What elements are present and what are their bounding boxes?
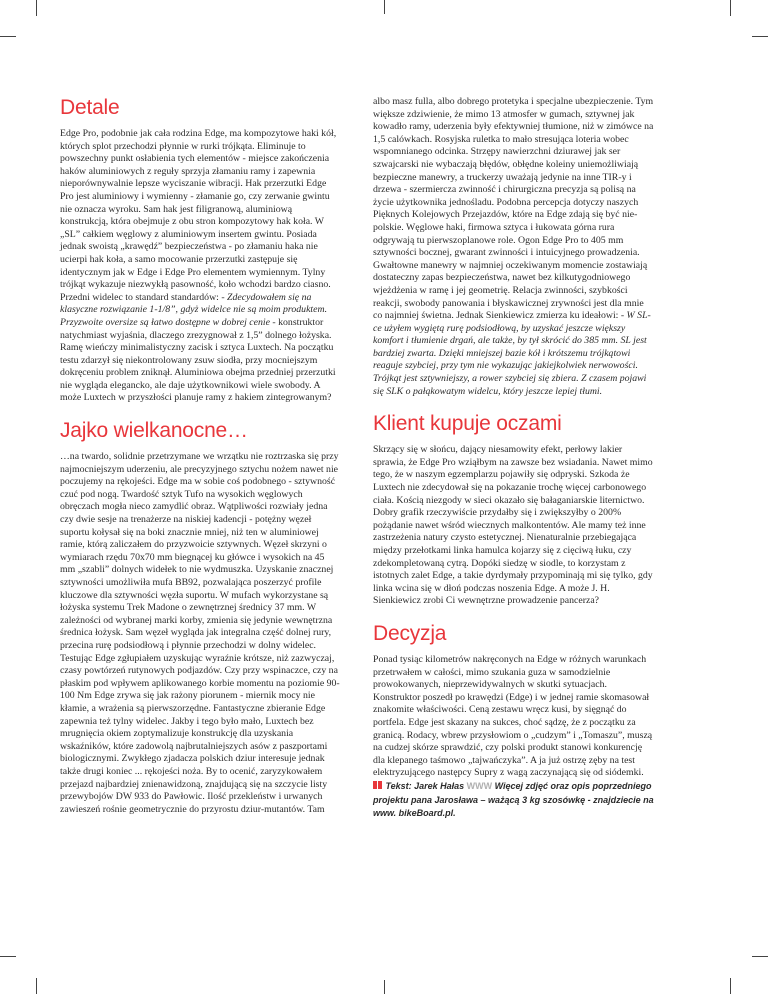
sienkiewicz-quote: - W SL-ce użyłem wygiętą rurę podsiodłową, by uzyskać jeszcze większy komfort i tłumienie drgań, ale także, by tył skrócić do 385 mm. SL jest bardziej zwarta. Dzięki mniejszej bazie kół i krótszemu trójkątowi reaguje szybciej, przy tym nie wykazując jakiejkolwiek nerwowości. Trójkąt jest sztywniejszy, a rower szybciej się zbiera. Z czasem pojawi się SLK o pałąkowatym widelcu, który jeszcze lepiej tłumi. — [373, 310, 651, 397]
continuation-text: albo masz fulla, albo dobrego protetyka i specjalne ubezpieczenie. Tym większe zdziwienie, że mimo 13 atmosfer w gumach, sztywnej jak kowadło ramy, uderzenia były efektywniej tłumione, niż w zimówce na 1,5 calówkach. Rosyjska ruletka to mało stresująca loteria wobec wspomnianego odcinka. Strzępy nawierzchni dziurawej jak ser szwajcarski nie wybaczają błędów, obłędne koleiny uniemożliwiają bezpieczne manewry, a truckerzy uważają jedynie na inne TIR-y i drzewa - szermiercza zwinność i chirurgiczna precyzja są polisą na życie użytkownika jednośladu. Podobna percepcja dotyczy naszych Pięknych Kolejowych Przejazdów, które na Edge zdają się być nie-polskie. Węglowe haki, firmowa sztyca i łukowata górna rura odgrywają tu pierwszoplanowe role. Ogon Edge Pro to 405 mm sztywności bocznej, gwarant zwinności i intuicyjnego prowadzenia. Gwałtowne manewry w najmniej oczekiwanym momencie zostawiają dostateczny zapas bezpieczeństwa, nawet bez kilkutygodniowego wjeżdżenia w ramę i jej geometrię. Relacja zwinności, szybkości reakcji, swobody panowania i błyskawicznej zrywności jest dla mnie co najmniej świetna. Jednak Sienkiewicz zmierza ku ideałowi: — [373, 96, 654, 322]
section-text-detale — [60, 128, 342, 405]
crop-mark-top-center — [384, 0, 385, 14]
crop-mark-top-left-2 — [0, 36, 16, 37]
section-text-continuation — [373, 96, 655, 398]
crop-mark-top-right — [730, 0, 731, 16]
crop-mark-bottom-left — [36, 978, 37, 994]
detale-quote: - Zdecydowałem się na klasyczne rozwiązanie 1-1/8”, gdyż widelce nie są moim produktem. Przyzwoite oversize są łatwo dostępne w dobrej cenie — [60, 291, 328, 328]
section-title-jajko: Jajko wielkanocne… — [60, 419, 248, 443]
crop-mark-bottom-right — [730, 978, 731, 994]
crop-mark-bottom-right-2 — [752, 956, 768, 957]
crop-mark-top-left — [36, 0, 37, 16]
crop-mark-bottom-left-2 — [0, 956, 16, 957]
more-info-note: Więcej zdjęć oraz opis poprzedniego projektu pana Jarosława – ważącą 3 kg szosówkę - znajdziecie na www. bikeBoard.pl. — [373, 780, 654, 819]
right-column — [373, 96, 655, 821]
www-label: WWW — [466, 780, 493, 791]
section-text-klient: Skrzący się w słońcu, dający niesamowity efekt, perłowy lakier sprawia, że Edge Pro wziąłbym na zawsze bez wsiadania. Nawet mimo tego, że w naszym egzemplarzu pojawiły się odpryski. Szkoda że Luxtech nie zdecydował się na pokazanie trochę więcej carbonowego ciała. Kością niezgody w sieci okazało się bałaganiarskie liternictwo. Dobry grafik rzeczywiście przydałby się i zwiększyłby o 200% pożądanie nawet wśród wiecznych malkontentów. Ale mamy też inne zastrzeżenia natury czysto estetycznej. Nienaturalnie przebiegająca między przełotkami linka hamulca kojarzy się z cięciwą łuku, czy zdekompletowaną cytrą. Dopóki siedzę w siodle, to korzystam z istotnych zalet Edge, a takie dyrdymały przypominają mi się tylko, gdy linka wcina się w dłoń podczas noszenia Edge. A może J. H. Sienkiewicz zrobi Ci wewnętrzne prowadzenie pancerza? — [373, 444, 653, 607]
section-text-jajko: …na twardo, solidnie przetrzymane we wrzątku nie roztrzaska się przy najmocniejszym uderzeniu, ale precyzyjnego sztychu nożem nawet nie poczujemy na rękojeści. Edge ma w sobie coś podobnego - sztywność czuć pod nogą. Twardość sztyk Tufo na wysokich węglowych obręczach mogła nieco zamydlić obraz. Wątpliwości rozwiały jedna czy dwie sesje na trenażerze na niskiej kadencji - potężny węzeł suportu kołysał się na boki znacznie mniej, niż ten w aluminiowej ramie, którą zaliczałem do przyzwoicie sztywnych. Węzeł skrzyni o wymiarach rzędu 70x70 mm biegnącej ku główce i wysokich na 45 mm „szabli” dolnych widełek to nie wydmuszka. Uzyskanie znacznej sztywności umożliwiła mufa BB92, pozwalająca poszerzyć profile kluczowe dla sztywności węzła suportu. W mufach wykorzystane są łożyska systemu Trek Madone o zewnętrznej średnicy 37 mm. W zależności od wybranej marki korby, zmienia się jedynie wewnętrzna średnica łożysk. Sam węzeł wygląda jak integralna część dolnej rury, przecina rurę podsiodłową i płynnie przechodzi w dolny widelec. Testując Edge zgłupiałem uzyskując wyraźnie krótsze, niż zazwyczaj, czasy powtórzeń rutynowych podjazdów. Czy przy wspinaczce, czy na płaskim pod wpływem aplikowanego korbie momentu na poziomie 90-100 Nm Edge zrywa się jak rażony piorunem - miernik mocy nie kłamie, a wrażenia są pierwszorzędne. Fantastyczne zbieranie Edge zapewnia też tylny widelec. Jakby i tego było mało, Luxtech bez mrugnięcia okiem zoptymalizuje konstrukcję dla uzyskania wskaźników, które zadowolą najbrutalniejszych asów z paszportami biologicznymi. Zwykłego zjadacza polskich dziur interesuje jednak także drugi koniec ... rękojeści noża. By to ocenić, zaryzykowałem przejazd najbardziej znienawidzoną, znajdującą się na szczycie listy przewybojów DW 933 do Pawłowic. Ilość przekleństw i urwanych zawieszeń rośnie geometrycznie do przyrostu dziur-mutantów. Tam — [60, 451, 340, 815]
crop-mark-top-right-2 — [752, 36, 768, 37]
decyzja-text: Ponad tysiąc kilometrów nakręconych na Edge w różnych warunkach przetrwałem w całości, mimo szukania guza w samodzielnie prowokowanych, nieprzewidywalnych w skutki sytuacjach. Konstruktor poszedł po krawędzi (Edge) i w jednej ramie skomasował znakomite właściwości. Ceną zestawu wręcz kusi, by sięgnąć do portfela. Edge jest skazany na sukces, choć sądzę, że z początku za granicą. Rodacy, wbrew przysłowiom o „cudzym” i „Tomaszu”, muszą na cudzej skórze sprawdzić, czy polski produkt stanowi konkurencję dla klepanego taśmowo „tajwańczyka”. A ja już ostrzę zęby na test elektryzującego następcy Supry z wagą zaczynającą się od siódemki. — [373, 653, 653, 779]
section-text-decyzja — [373, 654, 655, 821]
detale-text-part2: - konstruktor natychmiast wyjaśnia, dlaczego zrezygnował z 1,5” dolnego łożyska. Ramę wieńczy minimalistyczny zacisk i sztyca Luxtech. Na początku testu zdarzył się niekontrolowany zsuw siodła, przy mocniejszym dokręceniu problem zniknął. Aluminiowa obejma przedniej przerzutki nie wygląda elegancko, ale daje użytkownikowi wiele swobody. A może Luxtech w przyszłości planuje ramy z hakiem zintegrowanym? — [60, 316, 336, 404]
section-title-klient: Klient kupuje oczami — [373, 412, 562, 436]
crop-mark-bottom-center — [384, 980, 385, 994]
section-title-decyzja: Decyzja — [373, 621, 447, 645]
end-of-article-icon — [373, 781, 383, 789]
detale-text-part1: Edge Pro, podobnie jak cała rodzina Edge, ma kompozytowe haki kół, których splot przechodzi płynnie w rurki trójkąta. Eliminuje to powszechny punkt osłabienia tych elementów - miejsce zakończenia haków aluminiowych z reguły sprzyja złamaniu ramy i zapewnia nieporównywalnie lepsze wyciszanie wibracji. Hak przerzutki Edge Pro jest aluminiowy i wymienny - złamanie go, czy zerwanie gwintu nie oznacza wyroku. Sam hak jest filigranową, aluminiową konstrukcją, która obejmuje z obu stron kompozytowy hak koła. W „SL” całkiem węglowy z aluminiowym insertem gwintu. Posiada jednak swoistą „krawędź” bezpieczeństwa - po złamaniu haka nie ucierpi hak koła, a samo mocowanie przerzutki zastępuje się identycznym jak w Edge i Edge Pro elementem wymiennym. Tylny trójkąt wykazuje niezwykłą pasowność, koło wchodzi bardzo ciasno. Przedni widelec to standard standardów: — [60, 128, 337, 303]
section-title-detale: Detale — [60, 96, 120, 119]
left-column — [60, 96, 342, 816]
author-signature: Tekst: Jarek Hałas — [385, 780, 465, 791]
